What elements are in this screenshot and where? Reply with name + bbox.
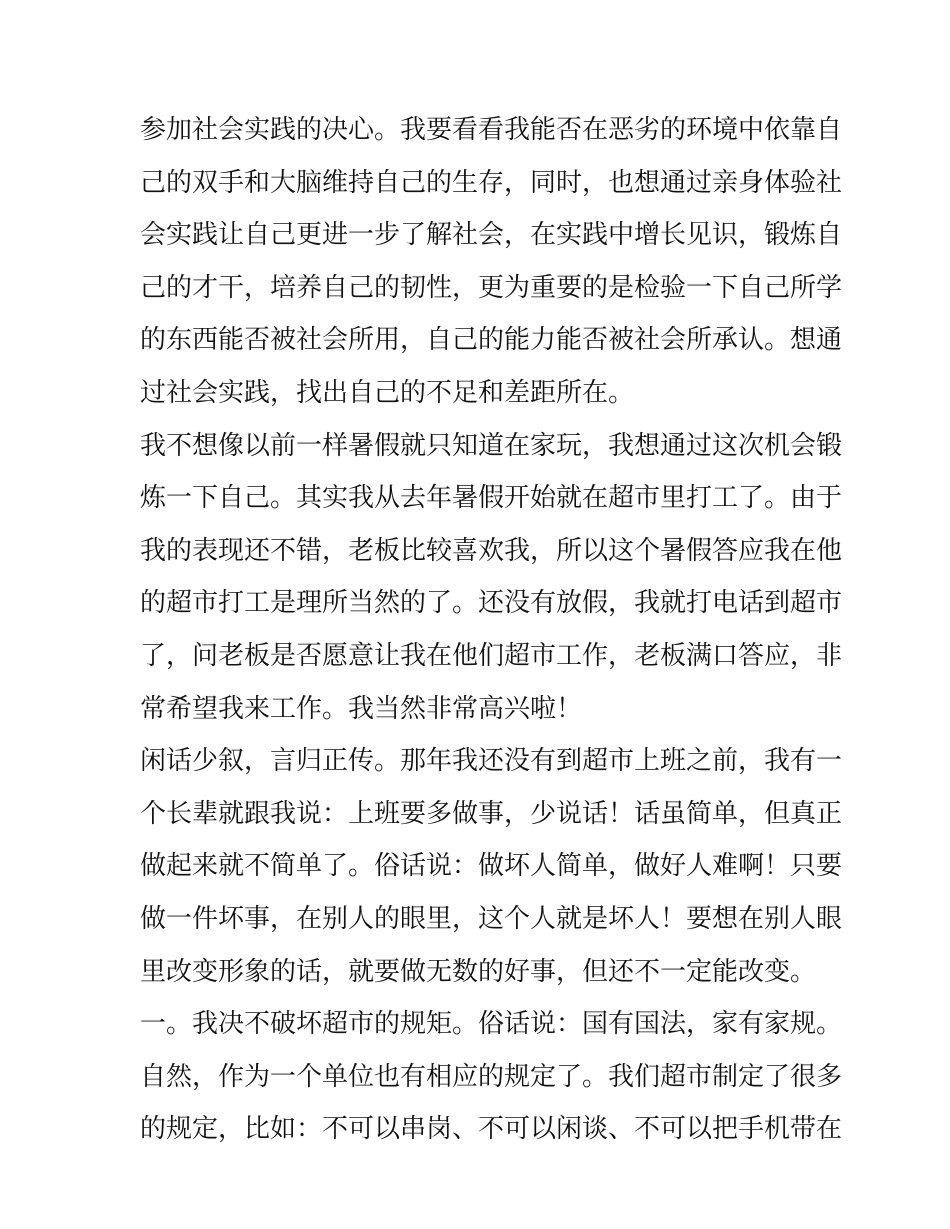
- text-line: 闲话少叙，言归正传。那年我还没有到超市上班之前，我有一: [140, 746, 843, 777]
- text-line: 己的双手和大脑维持自己的生存，同时，也想通过亲身体验社: [140, 167, 843, 198]
- text-line: 我不想像以前一样暑假就只知道在家玩，我想通过这次机会锻: [140, 430, 843, 461]
- text-line: 里改变形象的话，就要做无数的好事，但还不一定能改变。: [140, 956, 817, 987]
- text-line: 的东西能否被社会所用，自己的能力能否被社会所承认。想通: [140, 325, 843, 356]
- text-line: 会实践让自己更进一步了解社会，在实践中增长见识，锻炼自: [140, 220, 843, 251]
- text-line: 的规定，比如：不可以串岗、不可以闲谈、不可以把手机带在: [140, 1114, 843, 1145]
- text-line: 参加社会实践的决心。我要看看我能否在恶劣的环境中依靠自: [140, 115, 843, 145]
- text-line: 了，问老板是否愿意让我在他们超市工作，老板满口答应，非: [140, 640, 843, 671]
- text-line: 个长辈就跟我说：上班要多做事，少说话！话虽简单，但真正: [140, 798, 843, 829]
- body-text: [140, 108, 843, 1160]
- text-line: 炼一下自己。其实我从去年暑假开始就在超市里打工了。由于: [140, 483, 843, 514]
- text-line: 我的表现还不错，老板比较喜欢我，所以这个暑假答应我在他: [140, 535, 843, 566]
- text-line: 做一件坏事，在别人的眼里，这个人就是坏人！要想在别人眼: [140, 903, 843, 934]
- text-line: 过社会实践，找出自己的不足和差距所在。: [140, 377, 635, 408]
- text-line: 常希望我来工作。我当然非常高兴啦！: [140, 693, 583, 724]
- text-line: 做起来就不简单了。俗话说：做坏人简单，做好人难啊！只要: [140, 851, 843, 882]
- text-line: 的超市打工是理所当然的了。还没有放假，我就打电话到超市: [140, 588, 843, 619]
- text-line: 一。我决不破坏超市的规矩。俗话说：国有国法，家有家规。: [140, 1009, 843, 1040]
- text-line: 己的才干，培养自己的韧性，更为重要的是检验一下自己所学: [140, 272, 843, 303]
- text-line: 自然，作为一个单位也有相应的规定了。我们超市制定了很多: [140, 1061, 843, 1092]
